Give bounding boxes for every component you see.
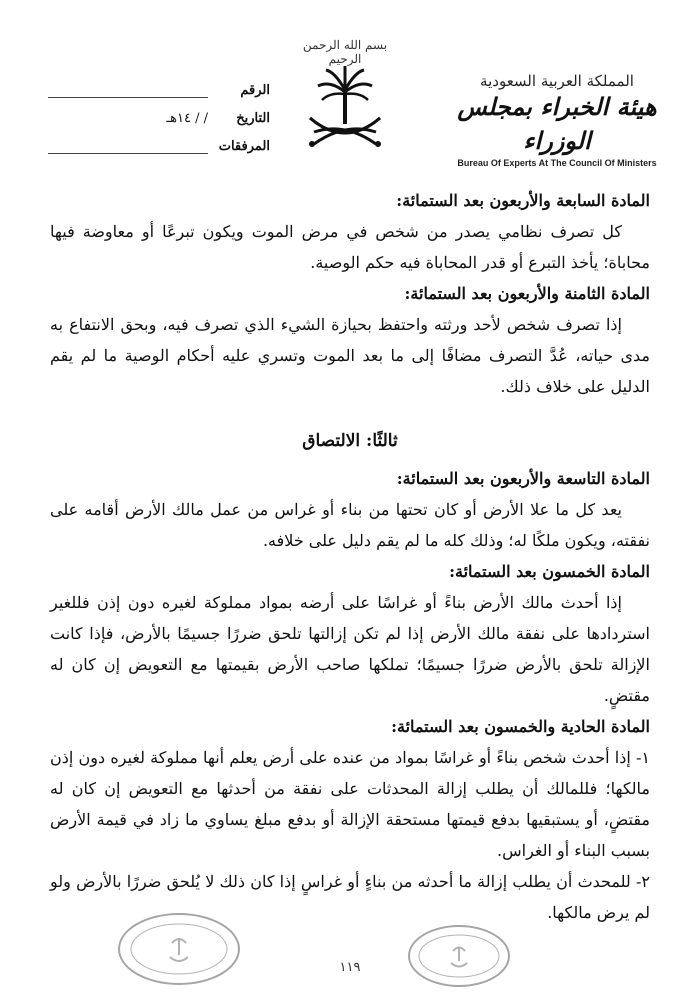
article-648-text: إذا تصرف شخص لأحد ورثته واحتفظ بحيازة الشيء الذي تصرف فيه، وبحق الانتفاع به مدى حياته، عُدَّ التصرف مضافًا إلى ما بعد الموت وتسري عليه أحكام الوصية ما لم يقم الدليل على خلاف ذلك. xyxy=(50,315,650,396)
article-649-title: المادة التاسعة والأربعون بعد الستمائة: xyxy=(396,469,650,488)
letterhead xyxy=(0,0,700,170)
article-650-text: إذا أحدث مالك الأرض بناءً أو غراسًا على أرضه بمواد مملوكة لغيره دون إذن فللغير استردادها على نفقة مالك الأرض إذا لم تكن إزالتها تلحق ضررًا جسيمًا بالأرض، فإذا كانت الإزالة تلحق بالأرض ضررًا جسيمًا؛ تملكها صاحب الأرض بقيمتها مع التعويض إن كان له مقتضٍ. xyxy=(50,593,650,705)
page-number: ١١٩ xyxy=(339,960,361,975)
field-date-value: / / ١٤هـ xyxy=(166,111,208,126)
official-stamp-left xyxy=(118,913,240,985)
article-647-text: كل تصرف نظامي يصدر من شخص في مرض الموت ويكون تبرعًا أو معاوضة فيها محاباة؛ يأخذ التبرع أو قدر المحاباة فيه حكم الوصية. xyxy=(50,222,650,272)
article-651-item-2: ٢- للمحدث أن يطلب إزالة ما أحدثه من بناءٍ أو غراسٍ إذا كان ذلك لا يُلحق ضررًا بالأرض ولو لم يرض مالكها. xyxy=(50,872,650,922)
field-number-label: الرقم xyxy=(240,83,270,98)
organization-logo xyxy=(452,72,662,168)
field-attachments-line xyxy=(48,139,208,154)
document-body xyxy=(50,185,650,928)
document-fields xyxy=(40,70,270,154)
org-country: المملكة العربية السعودية xyxy=(480,72,634,90)
org-name-english: Bureau Of Experts At The Council Of Ministers xyxy=(457,158,657,168)
page-footer xyxy=(0,905,700,1000)
field-number xyxy=(40,70,270,98)
basmala: بسم الله الرحمن الرحيم xyxy=(302,38,388,66)
field-date xyxy=(40,98,270,126)
official-stamp-right xyxy=(408,925,510,987)
org-name-arabic: هيئة الخبراء بمجلس الوزراء xyxy=(457,92,657,155)
field-attachments xyxy=(40,126,270,154)
article-650-title: المادة الخمسون بعد الستمائة: xyxy=(449,562,650,581)
article-647-title: المادة السابعة والأربعون بعد الستمائة: xyxy=(396,191,650,210)
field-date-label: التاريخ xyxy=(236,111,270,126)
section-title: ثالثًا: الالتصاق xyxy=(302,431,398,451)
saudi-emblem-icon xyxy=(300,52,390,152)
stamp-emblem-icon xyxy=(120,915,238,983)
article-651-title: المادة الحادية والخمسون بعد الستمائة: xyxy=(391,717,650,736)
article-648-title: المادة الثامنة والأربعون بعد الستمائة: xyxy=(404,284,650,303)
field-attachments-label: المرفقات xyxy=(218,139,270,154)
field-number-line xyxy=(48,83,208,98)
article-651-item-1: ١- إذا أحدث شخص بناءً أو غراسًا بمواد من عنده على أرض يعلم أنها مملوكة لغيره دون إذن مالكها؛ فللمالك أن يطلب إزالة المحدثات على نفقة من أحدثها مع التعويض إن كان له مقتضٍ، أو يستبقيها بدفع قيمتها مستحقة الإزالة أو بدفع مبلغ يساوي ما زاد في قيمة الأرض بسبب البناء أو الغراس. xyxy=(50,748,651,860)
article-649-text: يعد كل ما علا الأرض أو كان تحتها من بناء أو غراس من عمل مالك الأرض أقامه على نفقته، ويكون ملكًا له؛ وذلك كله ما لم يقم دليل على خلافه. xyxy=(50,500,650,550)
stamp-emblem-icon xyxy=(410,927,508,985)
